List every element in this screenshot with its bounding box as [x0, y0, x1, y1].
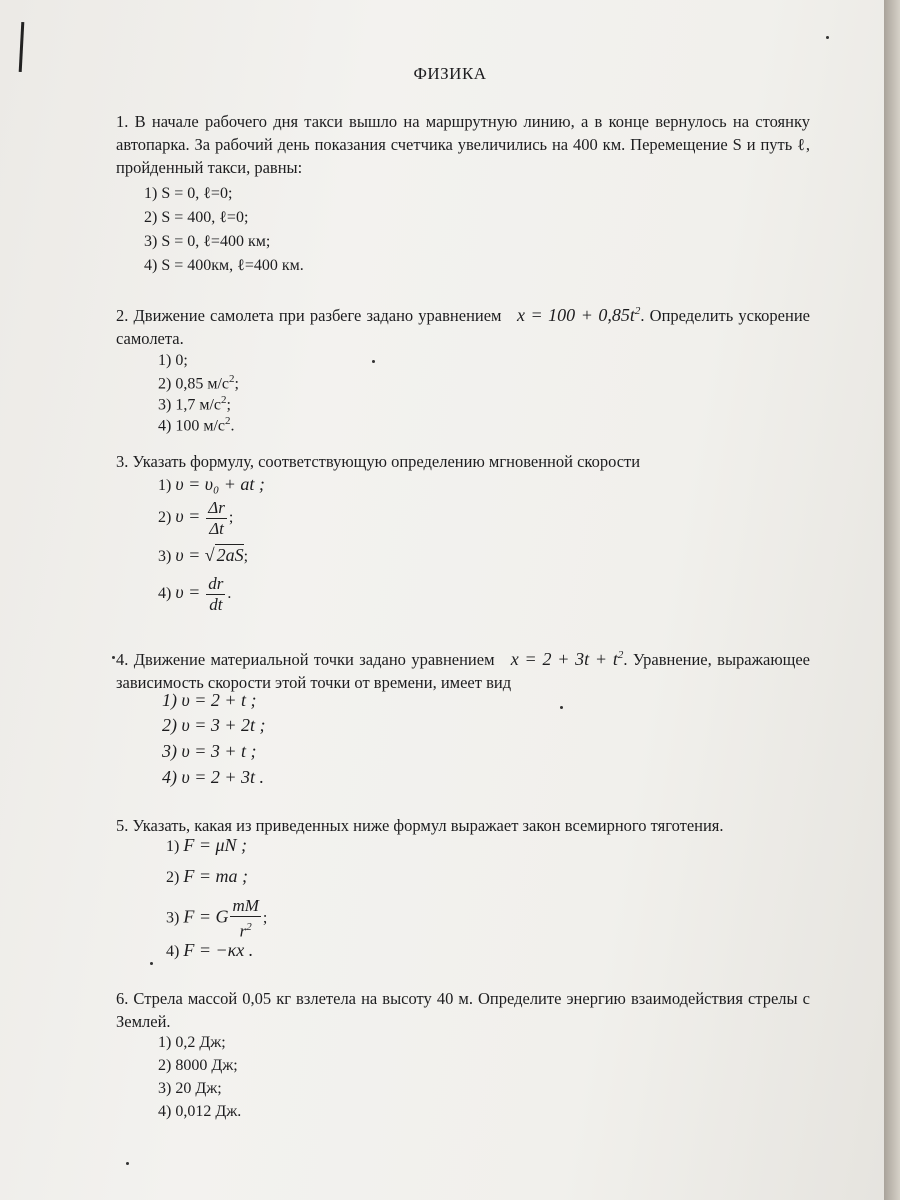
- q1-option-2: 2) S = 400, ℓ=0;: [144, 209, 249, 226]
- q2-text-after: . Определить ускорение самолета.: [116, 306, 810, 348]
- q1-option-3: 3) S = 0, ℓ=400 км;: [144, 233, 271, 250]
- question-5-text: 5. Указать, какая из приведенных ниже формул выражает закон всемирного тяготения.: [116, 816, 724, 835]
- q5-option-2: 2) F = ma ;: [166, 866, 248, 886]
- q4-option-3: 3) υ = 3 + t ;: [162, 741, 257, 761]
- question-4-text: [116, 644, 810, 694]
- q6-option-3: 3) 20 Дж;: [158, 1080, 222, 1097]
- q2-text-before: 2. Движение самолета при разбеге задано уравнением: [116, 306, 502, 325]
- q5-option-4: 4) F = −κx .: [166, 940, 254, 960]
- q6-option-1: 1) 0,2 Дж;: [158, 1034, 226, 1051]
- q2-option-2: 2) 0,85 $м/с^2$;: [158, 373, 239, 393]
- q1-option-1: 1) S = 0, ℓ=0;: [144, 185, 233, 202]
- q2-option-3: 3) 1,7 $м/с^2$;: [158, 394, 231, 414]
- q4-option-2: 2) υ = 3 + 2t ;: [162, 715, 266, 735]
- q5-option-1: 1) F = μN ;: [166, 835, 248, 855]
- q4-equation: $x = 2 + 3t + t^2$: [510, 649, 624, 669]
- paper-speck: [112, 656, 115, 659]
- document-title: ФИЗИКА: [413, 64, 487, 83]
- question-1-text: 1. В начале рабочего дня такси вышло на маршрутную линию, а в конце вернулось на стоянку автопарка. За рабочий день показания счетчика увеличились на 400 км. Перемещение S и путь ℓ, пройденный такси, равны:: [116, 112, 810, 177]
- q6-option-4: 4) 0,012 Дж.: [158, 1103, 242, 1120]
- q6-option-2: 2) 8000 Дж;: [158, 1057, 238, 1074]
- q2-option-1: 1) 0;: [158, 352, 188, 369]
- q4-option-4: 4) υ = 2 + 3t .: [162, 767, 265, 787]
- question-2-text: [116, 300, 810, 350]
- q1-option-4: 4) S = 400км, ℓ=400 км.: [144, 257, 304, 274]
- q4-text-after: . Уравнение, выражающее зависимость скорости этой точки от времени, имеет вид: [116, 650, 811, 692]
- q3-option-3: 3) υ = √ 2aS;: [158, 545, 249, 565]
- paper-speck: [150, 962, 153, 965]
- q2-equation: $x = 100 + 0,85t^2$: [516, 305, 641, 325]
- q3-option-1: 1) υ = υ₀ + at ;: [158, 474, 265, 494]
- q4-text-before: 4. Движение материальной точки задано уравнением: [116, 650, 495, 669]
- q5-option-3: 3) F = G $\frac{mM}{r^2}$ ;: [166, 896, 268, 941]
- q2-option-4: 4) 100 $м/с^2$.: [158, 415, 235, 435]
- paper-speck: [826, 36, 829, 39]
- q3-option-2: 2) υ = $\frac{\Delta r}{\Delta t}$ ;: [158, 498, 234, 538]
- paper-speck: [372, 360, 375, 363]
- question-6-text: 6. Стрела массой 0,05 кг взлетела на высоту 40 м. Определите энергию взаимодействия стрелы с Землей.: [116, 989, 810, 1031]
- paper-speck: [126, 1162, 129, 1165]
- desk-edge: [884, 0, 900, 1200]
- q4-option-1: 1) υ = 2 + t ;: [162, 690, 257, 710]
- paper-speck: [560, 706, 563, 709]
- q3-option-4: 4) υ = $\frac{dr}{dt}$ .: [158, 574, 232, 614]
- question-3-text: 3. Указать формулу, соответствующую определению мгновенной скорости: [116, 452, 641, 471]
